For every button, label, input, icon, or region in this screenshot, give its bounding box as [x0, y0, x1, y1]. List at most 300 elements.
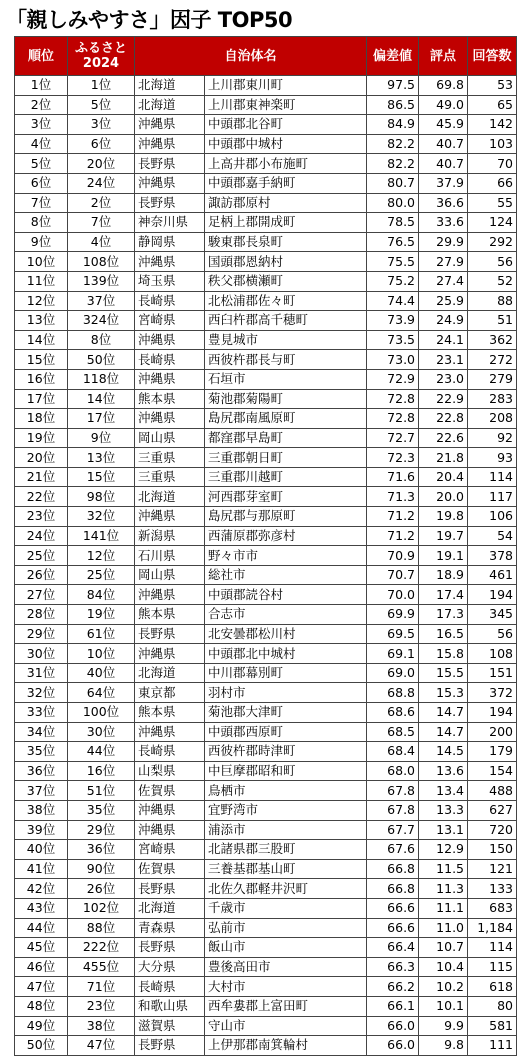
cell-furusato-rank: 13位 [68, 448, 135, 468]
page-title: 「親しみやすさ」因子 TOP50 [6, 8, 293, 32]
cell-score: 16.5 [419, 624, 468, 644]
cell-prefecture: 沖縄県 [135, 644, 205, 664]
cell-score: 20.4 [419, 467, 468, 487]
cell-rank: 48位 [15, 996, 68, 1016]
cell-respondents: 92 [468, 428, 517, 448]
cell-score: 10.7 [419, 938, 468, 958]
cell-prefecture: 長崎県 [135, 291, 205, 311]
cell-municipality: 豊見城市 [205, 330, 367, 350]
cell-score: 12.9 [419, 840, 468, 860]
cell-rank: 18位 [15, 409, 68, 429]
cell-score: 11.5 [419, 859, 468, 879]
cell-rank: 23位 [15, 507, 68, 527]
cell-rank: 50位 [15, 1036, 68, 1056]
cell-prefecture: 沖縄県 [135, 820, 205, 840]
cell-furusato-rank: 8位 [68, 330, 135, 350]
table-row [15, 193, 517, 213]
cell-respondents: 70 [468, 154, 517, 174]
cell-municipality: 国頭郡恩納村 [205, 252, 367, 272]
cell-rank: 3位 [15, 115, 68, 135]
cell-prefecture: 佐賀県 [135, 781, 205, 801]
cell-deviation: 69.1 [367, 644, 419, 664]
cell-prefecture: 岡山県 [135, 565, 205, 585]
cell-respondents: 581 [468, 1016, 517, 1036]
cell-municipality: 西臼杵郡高千穂町 [205, 311, 367, 331]
cell-prefecture: 長野県 [135, 154, 205, 174]
table-row [15, 996, 517, 1016]
cell-score: 25.9 [419, 291, 468, 311]
cell-respondents: 133 [468, 879, 517, 899]
cell-deviation: 86.5 [367, 95, 419, 115]
cell-furusato-rank: 40位 [68, 663, 135, 683]
cell-prefecture: 大分県 [135, 957, 205, 977]
table-row [15, 840, 517, 860]
cell-respondents: 115 [468, 957, 517, 977]
cell-furusato-rank: 222位 [68, 938, 135, 958]
cell-furusato-rank: 50位 [68, 350, 135, 370]
cell-deviation: 73.9 [367, 311, 419, 331]
cell-municipality: 中頭郡読谷村 [205, 585, 367, 605]
ranking-table [14, 36, 517, 1056]
cell-prefecture: 沖縄県 [135, 409, 205, 429]
cell-rank: 9位 [15, 232, 68, 252]
cell-municipality: 諏訪郡原村 [205, 193, 367, 213]
table-row [15, 213, 517, 233]
cell-respondents: 362 [468, 330, 517, 350]
cell-municipality: 上高井郡小布施町 [205, 154, 367, 174]
cell-prefecture: 沖縄県 [135, 252, 205, 272]
cell-deviation: 70.9 [367, 546, 419, 566]
cell-prefecture: 北海道 [135, 898, 205, 918]
cell-furusato-rank: 4位 [68, 232, 135, 252]
cell-prefecture: 熊本県 [135, 605, 205, 625]
cell-rank: 24位 [15, 526, 68, 546]
table-row [15, 1036, 517, 1056]
table-row [15, 663, 517, 683]
cell-deviation: 66.0 [367, 1036, 419, 1056]
cell-rank: 37位 [15, 781, 68, 801]
cell-municipality: 三養基郡基山町 [205, 859, 367, 879]
cell-prefecture: 北海道 [135, 663, 205, 683]
cell-prefecture: 北海道 [135, 487, 205, 507]
cell-rank: 31位 [15, 663, 68, 683]
cell-rank: 14位 [15, 330, 68, 350]
table-row [15, 252, 517, 272]
cell-prefecture: 北海道 [135, 95, 205, 115]
cell-score: 69.8 [419, 76, 468, 96]
table-row [15, 115, 517, 135]
cell-furusato-rank: 35位 [68, 800, 135, 820]
header-municipality: 自治体名 [135, 37, 367, 76]
cell-furusato-rank: 12位 [68, 546, 135, 566]
cell-rank: 33位 [15, 703, 68, 723]
cell-score: 17.3 [419, 605, 468, 625]
cell-deviation: 66.3 [367, 957, 419, 977]
cell-deviation: 66.0 [367, 1016, 419, 1036]
cell-score: 21.8 [419, 448, 468, 468]
cell-rank: 21位 [15, 467, 68, 487]
cell-furusato-rank: 6位 [68, 134, 135, 154]
table-row [15, 938, 517, 958]
cell-respondents: 53 [468, 76, 517, 96]
cell-respondents: 345 [468, 605, 517, 625]
cell-municipality: 浦添市 [205, 820, 367, 840]
cell-furusato-rank: 71位 [68, 977, 135, 997]
cell-rank: 39位 [15, 820, 68, 840]
cell-score: 13.3 [419, 800, 468, 820]
table-row [15, 409, 517, 429]
cell-municipality: 弘前市 [205, 918, 367, 938]
cell-score: 9.9 [419, 1016, 468, 1036]
table-row [15, 311, 517, 331]
cell-respondents: 51 [468, 311, 517, 331]
cell-deviation: 68.8 [367, 683, 419, 703]
cell-municipality: 中頭郡嘉手納町 [205, 173, 367, 193]
cell-furusato-rank: 36位 [68, 840, 135, 860]
table-row [15, 448, 517, 468]
cell-prefecture: 三重県 [135, 448, 205, 468]
cell-deviation: 80.7 [367, 173, 419, 193]
cell-respondents: 720 [468, 820, 517, 840]
cell-respondents: 66 [468, 173, 517, 193]
cell-respondents: 80 [468, 996, 517, 1016]
cell-prefecture: 滋賀県 [135, 1016, 205, 1036]
table-row [15, 800, 517, 820]
cell-rank: 47位 [15, 977, 68, 997]
cell-deviation: 75.5 [367, 252, 419, 272]
table-row [15, 585, 517, 605]
cell-score: 19.8 [419, 507, 468, 527]
cell-deviation: 66.8 [367, 879, 419, 899]
table-row [15, 977, 517, 997]
cell-prefecture: 沖縄県 [135, 173, 205, 193]
cell-prefecture: 長崎県 [135, 742, 205, 762]
cell-score: 19.7 [419, 526, 468, 546]
cell-deviation: 72.8 [367, 409, 419, 429]
cell-municipality: 島尻郡与那原町 [205, 507, 367, 527]
cell-municipality: 駿東郡長泉町 [205, 232, 367, 252]
cell-furusato-rank: 84位 [68, 585, 135, 605]
cell-score: 10.2 [419, 977, 468, 997]
cell-respondents: 108 [468, 644, 517, 664]
cell-deviation: 71.3 [367, 487, 419, 507]
cell-furusato-rank: 30位 [68, 722, 135, 742]
cell-prefecture: 長野県 [135, 938, 205, 958]
cell-deviation: 67.8 [367, 781, 419, 801]
cell-score: 27.4 [419, 271, 468, 291]
cell-deviation: 69.5 [367, 624, 419, 644]
cell-furusato-rank: 16位 [68, 761, 135, 781]
cell-respondents: 52 [468, 271, 517, 291]
cell-furusato-rank: 14位 [68, 389, 135, 409]
cell-prefecture: 岡山県 [135, 428, 205, 448]
cell-municipality: 秩父郡横瀬町 [205, 271, 367, 291]
cell-prefecture: 長野県 [135, 193, 205, 213]
cell-respondents: 114 [468, 467, 517, 487]
cell-score: 22.8 [419, 409, 468, 429]
cell-municipality: 豊後高田市 [205, 957, 367, 977]
cell-prefecture: 沖縄県 [135, 115, 205, 135]
cell-score: 24.1 [419, 330, 468, 350]
cell-score: 49.0 [419, 95, 468, 115]
cell-deviation: 71.2 [367, 526, 419, 546]
cell-score: 36.6 [419, 193, 468, 213]
table-row [15, 683, 517, 703]
cell-deviation: 70.0 [367, 585, 419, 605]
table-row [15, 879, 517, 899]
cell-respondents: 292 [468, 232, 517, 252]
cell-rank: 4位 [15, 134, 68, 154]
cell-deviation: 66.6 [367, 898, 419, 918]
table-row [15, 742, 517, 762]
cell-rank: 36位 [15, 761, 68, 781]
table-row [15, 95, 517, 115]
cell-score: 27.9 [419, 252, 468, 272]
cell-municipality: 西彼杵郡時津町 [205, 742, 367, 762]
cell-furusato-rank: 29位 [68, 820, 135, 840]
header-score: 評点 [419, 37, 468, 76]
cell-rank: 7位 [15, 193, 68, 213]
cell-prefecture: 沖縄県 [135, 585, 205, 605]
cell-deviation: 82.2 [367, 154, 419, 174]
cell-score: 14.5 [419, 742, 468, 762]
cell-rank: 32位 [15, 683, 68, 703]
cell-respondents: 56 [468, 252, 517, 272]
cell-municipality: 中頭郡北中城村 [205, 644, 367, 664]
cell-prefecture: 熊本県 [135, 389, 205, 409]
cell-furusato-rank: 44位 [68, 742, 135, 762]
cell-prefecture: 宮崎県 [135, 311, 205, 331]
cell-rank: 12位 [15, 291, 68, 311]
cell-municipality: 千歳市 [205, 898, 367, 918]
cell-score: 24.9 [419, 311, 468, 331]
table-row [15, 526, 517, 546]
cell-municipality: 島尻郡南風原町 [205, 409, 367, 429]
table-row [15, 1016, 517, 1036]
cell-prefecture: 熊本県 [135, 703, 205, 723]
table-row [15, 76, 517, 96]
cell-respondents: 106 [468, 507, 517, 527]
cell-furusato-rank: 15位 [68, 467, 135, 487]
cell-deviation: 72.9 [367, 369, 419, 389]
cell-prefecture: 和歌山県 [135, 996, 205, 1016]
cell-prefecture: 石川県 [135, 546, 205, 566]
cell-rank: 2位 [15, 95, 68, 115]
cell-deviation: 75.2 [367, 271, 419, 291]
cell-prefecture: 神奈川県 [135, 213, 205, 233]
cell-municipality: 西彼杵郡長与町 [205, 350, 367, 370]
header-deviation: 偏差値 [367, 37, 419, 76]
cell-prefecture: 宮崎県 [135, 840, 205, 860]
cell-respondents: 283 [468, 389, 517, 409]
cell-rank: 13位 [15, 311, 68, 331]
table-row [15, 271, 517, 291]
cell-respondents: 272 [468, 350, 517, 370]
cell-respondents: 88 [468, 291, 517, 311]
cell-furusato-rank: 98位 [68, 487, 135, 507]
cell-furusato-rank: 17位 [68, 409, 135, 429]
cell-prefecture: 長崎県 [135, 350, 205, 370]
cell-deviation: 76.5 [367, 232, 419, 252]
cell-prefecture: 沖縄県 [135, 507, 205, 527]
table-row [15, 350, 517, 370]
cell-furusato-rank: 141位 [68, 526, 135, 546]
cell-respondents: 151 [468, 663, 517, 683]
cell-respondents: 117 [468, 487, 517, 507]
table-row [15, 624, 517, 644]
cell-municipality: 菊池郡菊陽町 [205, 389, 367, 409]
cell-prefecture: 沖縄県 [135, 134, 205, 154]
cell-municipality: 西牟婁郡上富田町 [205, 996, 367, 1016]
cell-prefecture: 長野県 [135, 879, 205, 899]
cell-furusato-rank: 19位 [68, 605, 135, 625]
cell-score: 11.0 [419, 918, 468, 938]
cell-deviation: 71.2 [367, 507, 419, 527]
cell-respondents: 200 [468, 722, 517, 742]
cell-prefecture: 新潟県 [135, 526, 205, 546]
cell-rank: 8位 [15, 213, 68, 233]
cell-municipality: 中頭郡西原町 [205, 722, 367, 742]
cell-score: 22.6 [419, 428, 468, 448]
cell-furusato-rank: 2位 [68, 193, 135, 213]
cell-prefecture: 沖縄県 [135, 330, 205, 350]
cell-respondents: 93 [468, 448, 517, 468]
cell-rank: 26位 [15, 565, 68, 585]
cell-rank: 17位 [15, 389, 68, 409]
cell-score: 33.6 [419, 213, 468, 233]
cell-furusato-rank: 118位 [68, 369, 135, 389]
cell-deviation: 70.7 [367, 565, 419, 585]
cell-score: 9.8 [419, 1036, 468, 1056]
cell-furusato-rank: 88位 [68, 918, 135, 938]
table-row [15, 761, 517, 781]
cell-rank: 40位 [15, 840, 68, 860]
table-row [15, 389, 517, 409]
table-row [15, 605, 517, 625]
cell-prefecture: 青森県 [135, 918, 205, 938]
cell-furusato-rank: 23位 [68, 996, 135, 1016]
table-row [15, 173, 517, 193]
cell-respondents: 194 [468, 703, 517, 723]
cell-furusato-rank: 108位 [68, 252, 135, 272]
cell-deviation: 71.6 [367, 467, 419, 487]
cell-prefecture: 北海道 [135, 76, 205, 96]
cell-rank: 11位 [15, 271, 68, 291]
cell-prefecture: 長野県 [135, 624, 205, 644]
cell-rank: 15位 [15, 350, 68, 370]
cell-municipality: 宜野湾市 [205, 800, 367, 820]
cell-deviation: 66.4 [367, 938, 419, 958]
table-row [15, 487, 517, 507]
cell-municipality: 総社市 [205, 565, 367, 585]
cell-deviation: 66.6 [367, 918, 419, 938]
cell-rank: 16位 [15, 369, 68, 389]
table-row [15, 644, 517, 664]
cell-score: 11.1 [419, 898, 468, 918]
cell-municipality: 上川郡東川町 [205, 76, 367, 96]
cell-furusato-rank: 61位 [68, 624, 135, 644]
cell-furusato-rank: 47位 [68, 1036, 135, 1056]
cell-municipality: 菊池郡大津町 [205, 703, 367, 723]
cell-respondents: 179 [468, 742, 517, 762]
cell-respondents: 194 [468, 585, 517, 605]
cell-respondents: 1,184 [468, 918, 517, 938]
cell-municipality: 鳥栖市 [205, 781, 367, 801]
cell-respondents: 114 [468, 938, 517, 958]
cell-score: 14.7 [419, 722, 468, 742]
cell-respondents: 54 [468, 526, 517, 546]
table-row [15, 898, 517, 918]
cell-deviation: 80.0 [367, 193, 419, 213]
cell-rank: 22位 [15, 487, 68, 507]
cell-score: 23.0 [419, 369, 468, 389]
cell-deviation: 74.4 [367, 291, 419, 311]
cell-municipality: 石垣市 [205, 369, 367, 389]
cell-score: 19.1 [419, 546, 468, 566]
cell-municipality: 河西郡芽室町 [205, 487, 367, 507]
table-row [15, 918, 517, 938]
cell-furusato-rank: 38位 [68, 1016, 135, 1036]
cell-municipality: 飯山市 [205, 938, 367, 958]
cell-respondents: 618 [468, 977, 517, 997]
cell-score: 10.4 [419, 957, 468, 977]
cell-municipality: 中頭郡北谷町 [205, 115, 367, 135]
cell-municipality: 中川郡幕別町 [205, 663, 367, 683]
table-row [15, 428, 517, 448]
cell-score: 20.0 [419, 487, 468, 507]
cell-furusato-rank: 324位 [68, 311, 135, 331]
cell-furusato-rank: 32位 [68, 507, 135, 527]
cell-deviation: 84.9 [367, 115, 419, 135]
cell-deviation: 73.0 [367, 350, 419, 370]
cell-score: 23.1 [419, 350, 468, 370]
table-row [15, 134, 517, 154]
table-row [15, 546, 517, 566]
cell-furusato-rank: 90位 [68, 859, 135, 879]
table-header-row [15, 37, 517, 76]
cell-deviation: 66.2 [367, 977, 419, 997]
cell-furusato-rank: 26位 [68, 879, 135, 899]
cell-municipality: 合志市 [205, 605, 367, 625]
cell-score: 40.7 [419, 154, 468, 174]
cell-respondents: 65 [468, 95, 517, 115]
cell-prefecture: 沖縄県 [135, 722, 205, 742]
cell-respondents: 55 [468, 193, 517, 213]
cell-rank: 45位 [15, 938, 68, 958]
header-furusato-line1: ふるさと [74, 41, 127, 56]
cell-score: 45.9 [419, 115, 468, 135]
cell-score: 14.7 [419, 703, 468, 723]
cell-municipality: 野々市市 [205, 546, 367, 566]
table-row [15, 781, 517, 801]
cell-respondents: 378 [468, 546, 517, 566]
cell-score: 15.8 [419, 644, 468, 664]
cell-deviation: 82.2 [367, 134, 419, 154]
cell-municipality: 北松浦郡佐々町 [205, 291, 367, 311]
cell-municipality: 北諸県郡三股町 [205, 840, 367, 860]
cell-prefecture: 山梨県 [135, 761, 205, 781]
cell-rank: 42位 [15, 879, 68, 899]
cell-score: 11.3 [419, 879, 468, 899]
cell-score: 29.9 [419, 232, 468, 252]
cell-deviation: 67.6 [367, 840, 419, 860]
header-furusato [68, 37, 135, 76]
cell-municipality: 上伊那郡南箕輪村 [205, 1036, 367, 1056]
table-row [15, 703, 517, 723]
cell-respondents: 103 [468, 134, 517, 154]
cell-municipality: 守山市 [205, 1016, 367, 1036]
cell-rank: 27位 [15, 585, 68, 605]
